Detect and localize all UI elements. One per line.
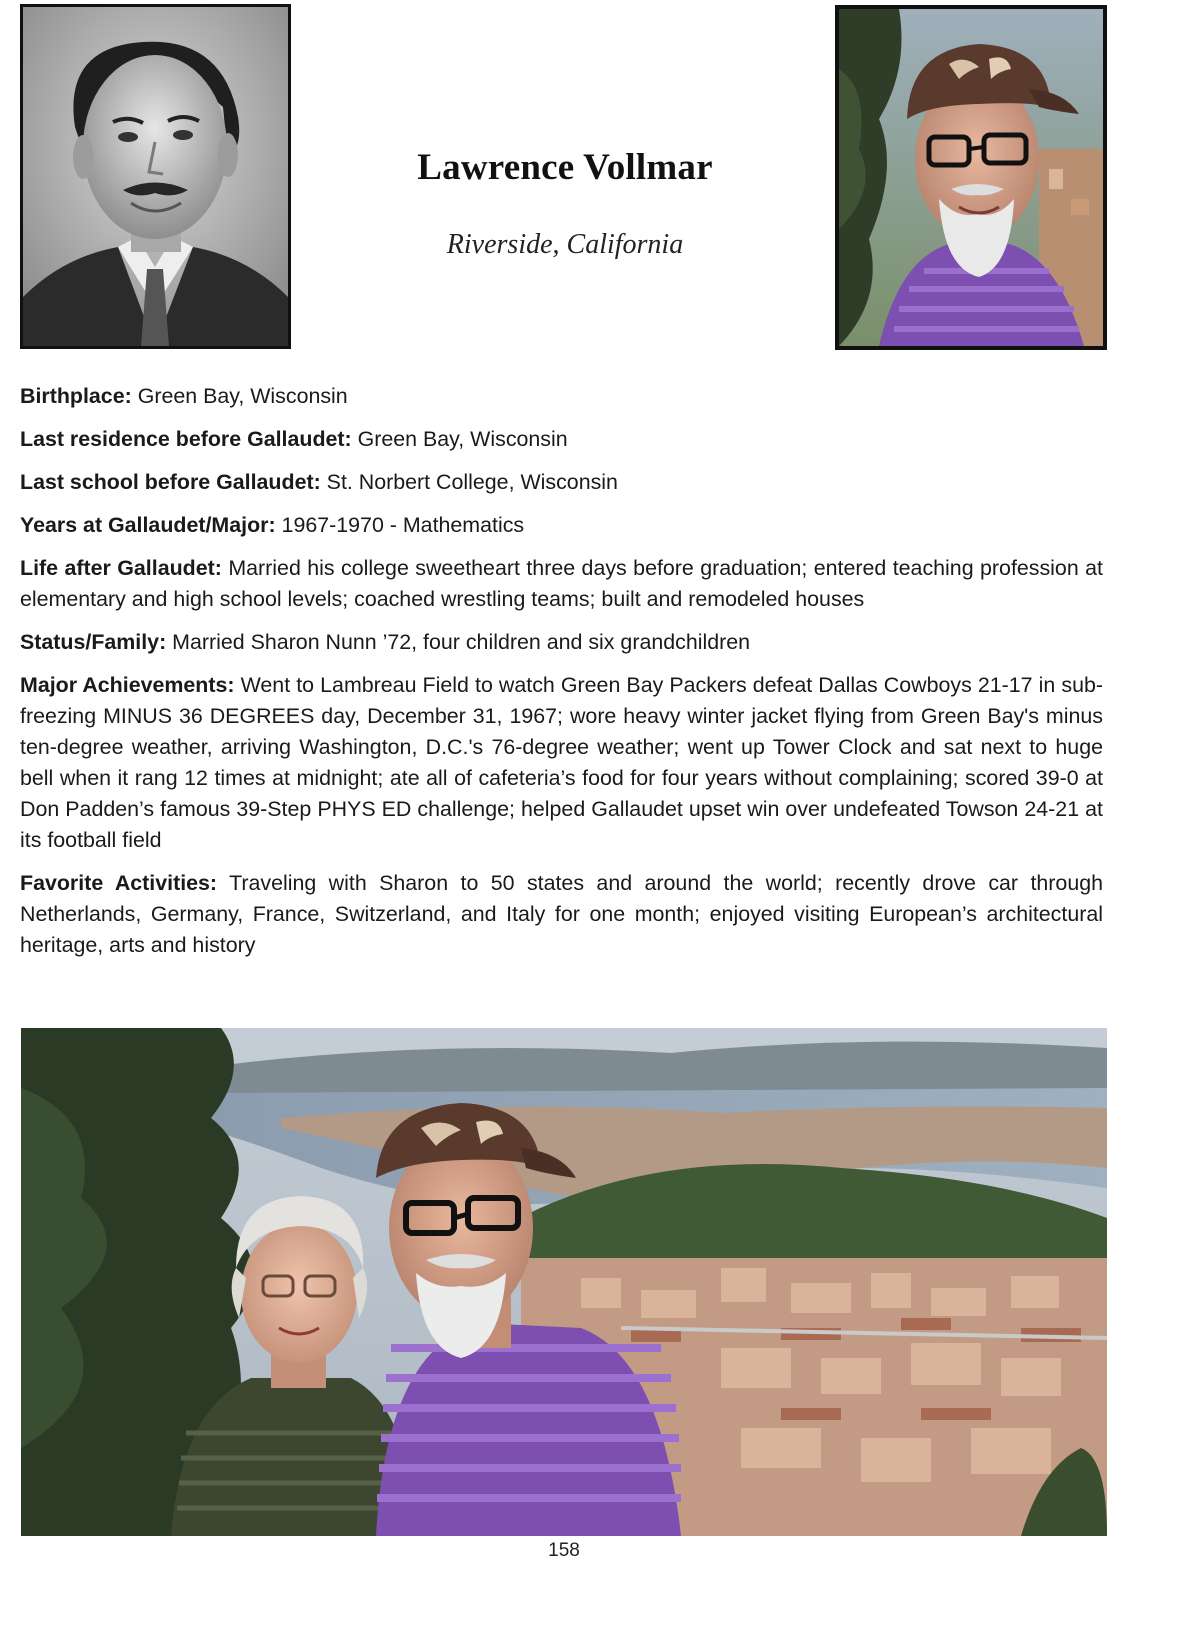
couple-photo [21, 1028, 1107, 1536]
field-value: St. Norbert College, Wisconsin [326, 470, 618, 494]
page-number: 158 [548, 1540, 580, 1561]
recent-portrait-image [839, 9, 1103, 346]
biography [20, 381, 1103, 973]
field-last-residence [20, 424, 1103, 455]
field-value: 1967-1970 - Mathematics [281, 513, 525, 537]
field-value: Green Bay, Wisconsin [357, 427, 568, 451]
recent-portrait-photo [835, 5, 1107, 350]
field-value: Married Sharon Nunn ’72, four children and six grandchildren [172, 630, 751, 654]
field-last-school [20, 467, 1103, 498]
field-achievements [20, 670, 1103, 856]
field-value: Traveling with Sharon to 50 states and around the world; recently drove car through Netherlands, Germany, France, Switzerland, and Italy for one month; enjoyed visiting European’s architectural heritage, arts and history [20, 871, 1104, 957]
field-label: Last residence before Gallaudet: [20, 427, 352, 451]
field-status-family [20, 627, 1103, 658]
field-years-major [20, 510, 1103, 541]
couple-scene-image [21, 1028, 1107, 1536]
field-value: Green Bay, Wisconsin [137, 384, 348, 408]
field-label: Favorite Activities: [20, 871, 218, 895]
field-label: Years at Gallaudet/Major: [20, 513, 276, 537]
field-label: Last school before Gallaudet: [20, 470, 321, 494]
field-life-after [20, 553, 1103, 615]
field-birthplace [20, 381, 1103, 412]
field-activities [20, 868, 1103, 961]
field-label: Major Achievements: [20, 673, 235, 697]
field-label: Status/Family: [20, 630, 167, 654]
field-label: Birthplace: [20, 384, 132, 408]
field-value: Married his college sweetheart three days before graduation; entered teaching profession at elementary and high school levels; coached wrestling teams; built and remodeled houses [20, 556, 1104, 611]
young-portrait-photo [20, 4, 291, 349]
person-name: Lawrence Vollmar [417, 147, 713, 188]
field-label: Life after Gallaudet: [20, 556, 222, 580]
field-value: Went to Lambreau Field to watch Green Bay Packers defeat Dallas Cowboys 21-17 in sub-freezing MINUS 36 DEGREES day, December 31, 1967; wore heavy winter jacket flying from Green Bay's minus ten-degree weather, arriving Washington, D.C.'s 76-degree weather; went up Tower Clock and sat next to huge bell when it rang 12 times at midnight; ate all of cafeteria’s food for four years without complaining; scored 39-0 at Don Padden’s famous 39-Step PHYS ED challenge; helped Gallaudet upset win over undefeated Towson 24-21 at its football field [20, 673, 1103, 852]
young-portrait-image [23, 7, 288, 346]
person-location: Riverside, California [446, 229, 684, 260]
